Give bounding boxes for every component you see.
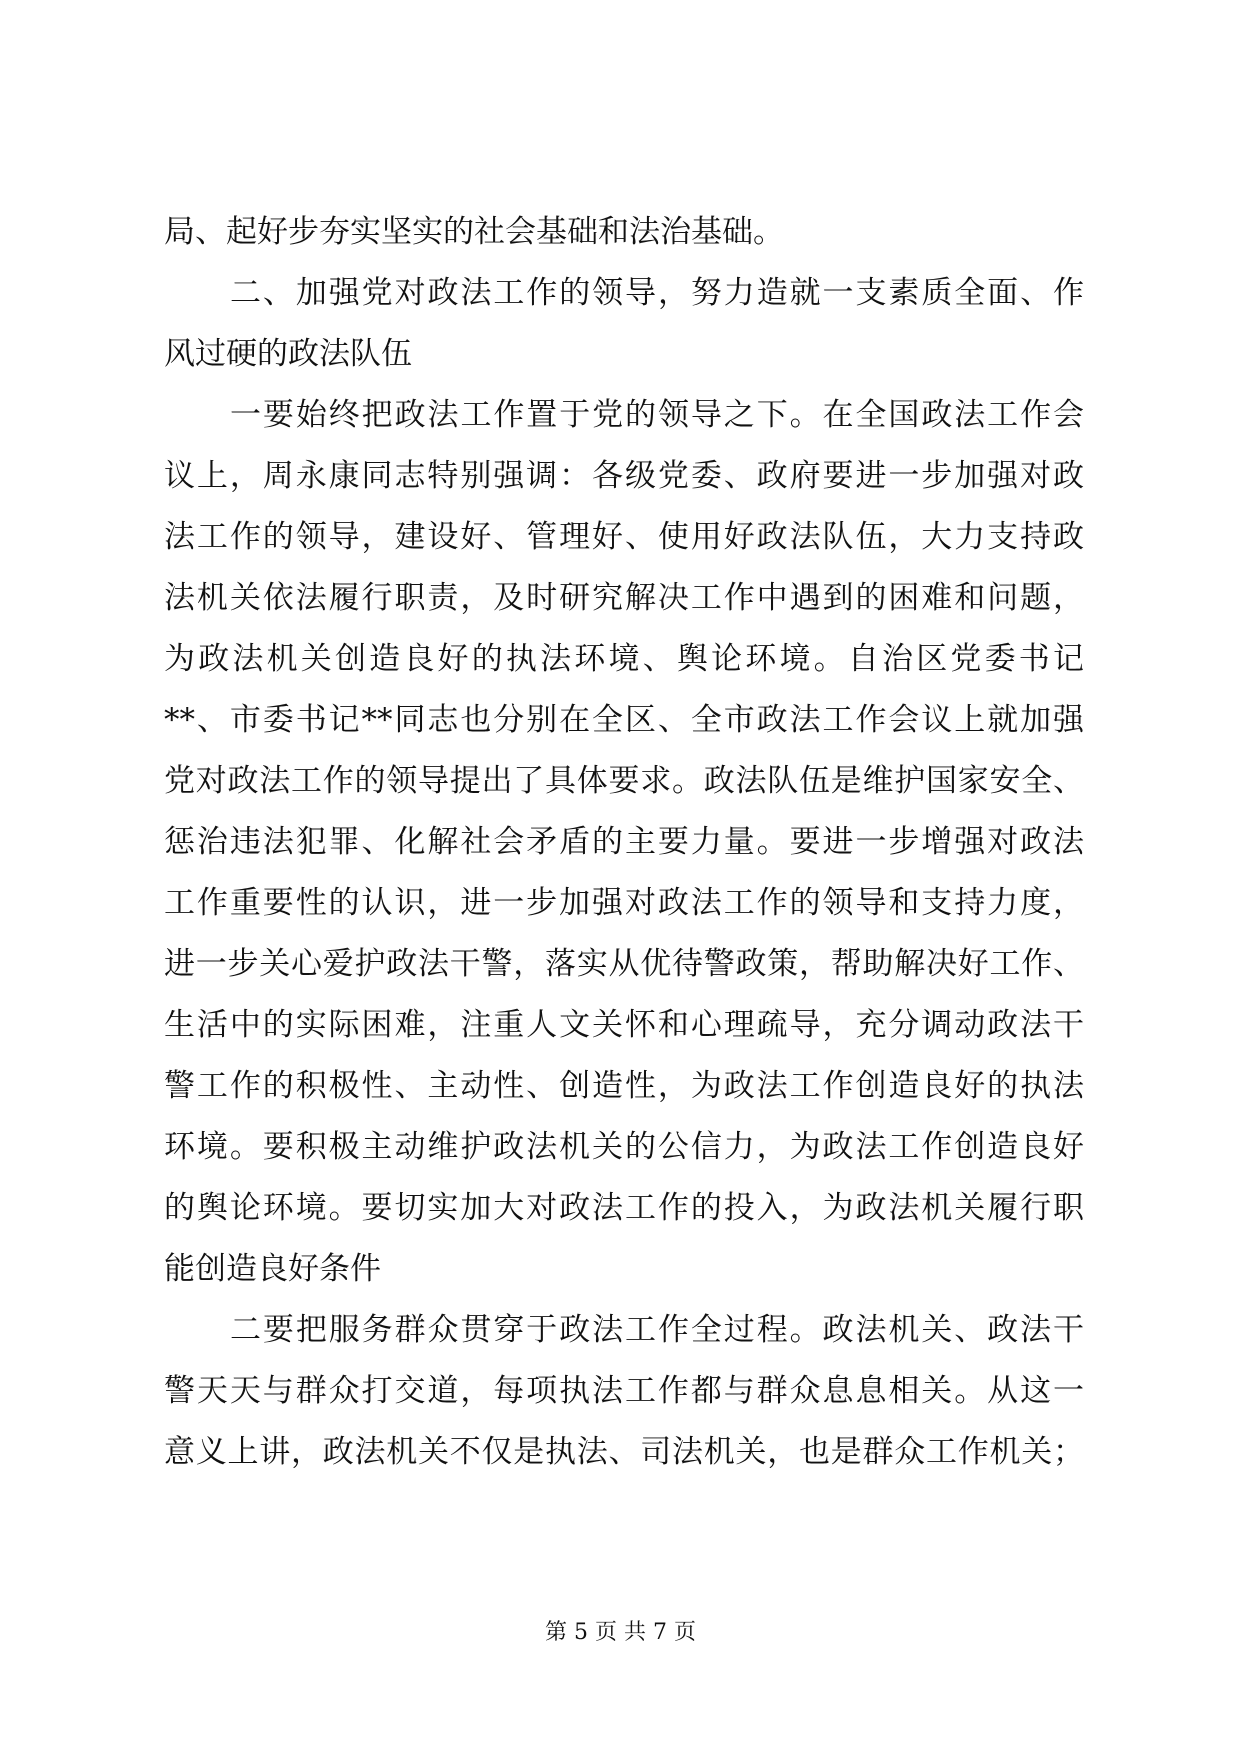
text-line: 进一步关心爱护政法干警，落实从优待警政策，帮助解决好工作、 xyxy=(164,946,1084,982)
text-line: 的舆论环境。要切实加大对政法工作的投入，为政法机关履行职 xyxy=(164,1190,1084,1226)
text-line: 能创造良好条件 xyxy=(164,1251,381,1287)
page-number-footer: 第 5 页 共 7 页 xyxy=(545,1620,696,1645)
text-line: 局、起好步夯实坚实的社会基础和法治基础。 xyxy=(164,214,784,250)
text-line: 法工作的领导，建设好、管理好、使用好政法队伍，大力支持政 xyxy=(164,519,1084,555)
text-line: 议上，周永康同志特别强调：各级党委、政府要进一步加强对政 xyxy=(164,458,1084,494)
text-line: 法机关依法履行职责，及时研究解决工作中遇到的困难和问题， xyxy=(164,580,1084,616)
text-line: 为政法机关创造良好的执法环境、舆论环境。自治区党委书记 xyxy=(164,641,1084,677)
section-heading-line: 二、加强党对政法工作的领导，努力造就一支素质全面、作 xyxy=(230,275,1084,311)
section-heading-line: 风过硬的政法队伍 xyxy=(164,336,412,372)
text-line: 工作重要性的认识，进一步加强对政法工作的领导和支持力度， xyxy=(164,885,1084,921)
text-line: 党对政法工作的领导提出了具体要求。政法队伍是维护国家安全、 xyxy=(164,763,1084,799)
text-line: 二要把服务群众贯穿于政法工作全过程。政法机关、政法干 xyxy=(230,1312,1084,1348)
text-line: 生活中的实际困难，注重人文关怀和心理疏导，充分调动政法干 xyxy=(164,1007,1084,1043)
text-line: 意义上讲，政法机关不仅是执法、司法机关，也是群众工作机关； xyxy=(164,1434,1084,1470)
text-line: 惩治违法犯罪、化解社会矛盾的主要力量。要进一步增强对政法 xyxy=(164,824,1084,860)
text-line: 警工作的积极性、主动性、创造性，为政法工作创造良好的执法 xyxy=(164,1068,1084,1104)
text-line: 环境。要积极主动维护政法机关的公信力，为政法工作创造良好 xyxy=(164,1129,1084,1165)
text-line: **、市委书记**同志也分别在全区、全市政法工作会议上就加强 xyxy=(164,702,1084,738)
text-line: 一要始终把政法工作置于党的领导之下。在全国政法工作会 xyxy=(230,397,1084,433)
text-line: 警天天与群众打交道，每项执法工作都与群众息息相关。从这一 xyxy=(164,1373,1084,1409)
